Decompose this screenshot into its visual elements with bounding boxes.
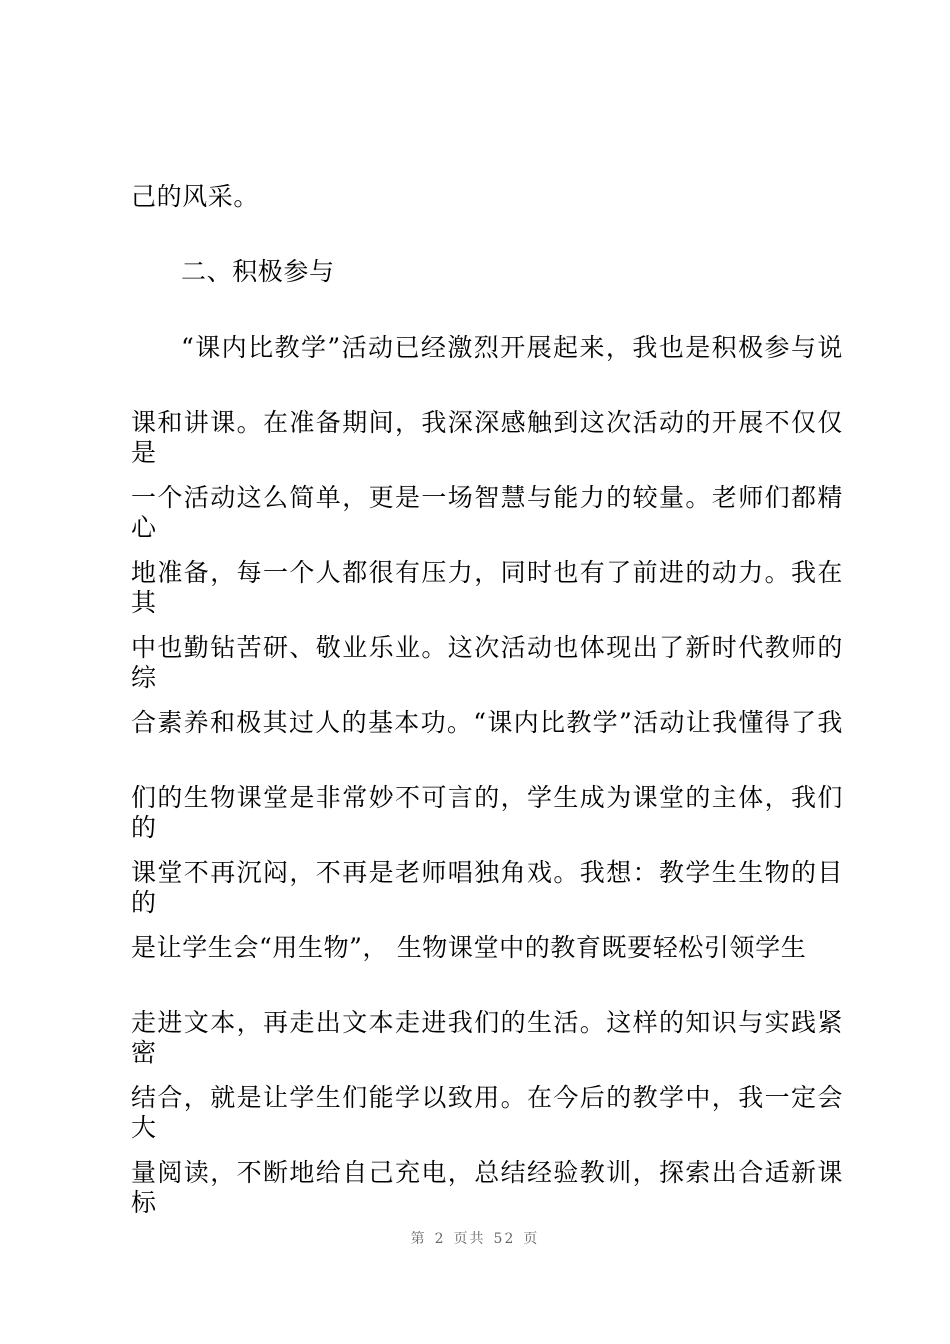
footer-prefix: 第 <box>410 1231 427 1247</box>
page-footer <box>0 1229 950 1249</box>
text-line-13: 结合，就是让学生们能学以致用。在今后的教学中，我一定会大 <box>131 1083 843 1142</box>
text-line-11: 是让学生会“用生物”， 生物课堂中的教育既要轻松引领学生 <box>131 933 807 962</box>
text-line-3: “课内比教学”活动已经激烈开展起来，我也是积极参与说 <box>181 333 843 362</box>
text-line-1: 己的风采。 <box>131 182 260 211</box>
text-line-8: 合素养和极其过人的基本功。“课内比教学”活动让我懂得了我 <box>131 708 843 737</box>
text-line-6: 地准备，每一个人都很有压力，同时也有了前进的动力。我在其 <box>131 558 843 617</box>
footer-total-pages: 52 <box>493 1231 516 1247</box>
text-line-14: 量阅读，不断地给自己充电，总结经验教训，探索出合适新课标 <box>131 1158 843 1217</box>
text-line-4: 课和讲课。在准备期间，我深深感触到这次活动的开展不仅仅是 <box>131 408 843 467</box>
footer-page-number: 2 <box>434 1231 446 1247</box>
text-line-7: 中也勤钻苦研、敬业乐业。这次活动也体现出了新时代教师的综 <box>131 633 843 692</box>
text-line-12: 走进文本，再走出文本走进我们的生活。这样的知识与实践紧密 <box>131 1008 843 1067</box>
text-line-5: 一个活动这么简单，更是一场智慧与能力的较量。老师们都精心 <box>131 483 843 542</box>
section-heading: 二、积极参与 <box>181 257 335 286</box>
footer-suffix: 页 <box>523 1231 540 1247</box>
text-line-10: 课堂不再沉闷，不再是老师唱独角戏。我想：教学生生物的目的 <box>131 858 843 917</box>
text-line-9: 们的生物课堂是非常妙不可言的，学生成为课堂的主体，我们的 <box>131 783 843 842</box>
footer-middle: 页共 <box>453 1231 486 1247</box>
